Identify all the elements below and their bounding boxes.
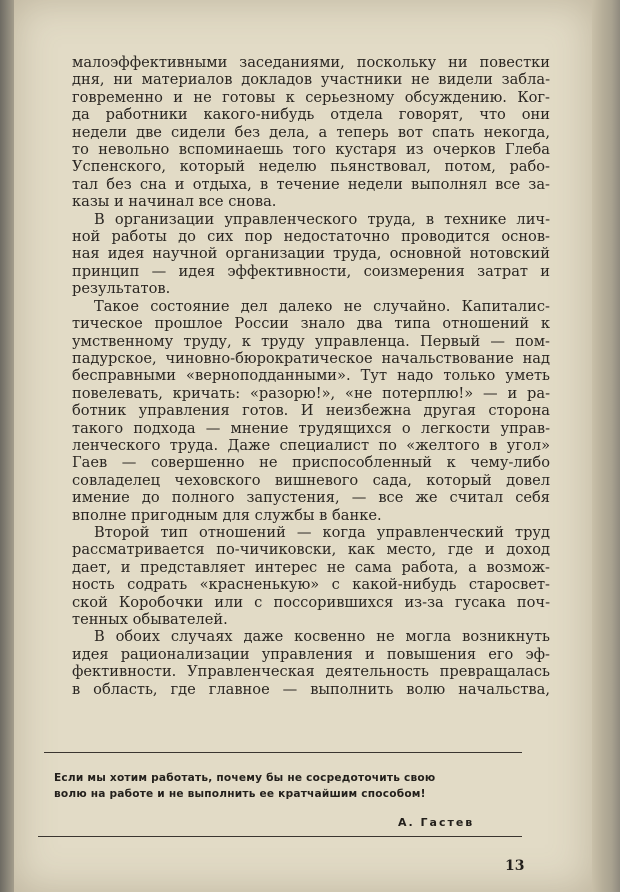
text-line: говременно и не готовы к серьезному обсуждению. Ког- — [72, 88, 550, 106]
text-line: ность содрать «красненькую» с какой-нибудь старосвет- — [72, 576, 550, 594]
text-line: бесправными «верноподданными». Тут надо только уметь — [72, 367, 550, 385]
text-line: то невольно вспоминаешь того кустаря из очерков Глеба — [72, 141, 550, 159]
text-line: умственному труду, к труду управленца. Первый — пом- — [72, 332, 550, 350]
text-line: ской Коробочки или с поссорившихся из-за гусака поч- — [72, 593, 550, 611]
quote-line: волю на работе и не выполнить ее кратчайшим способом! — [54, 788, 426, 800]
book-gutter — [0, 0, 14, 892]
text-line: казы и начинал все снова. — [72, 193, 277, 211]
text-line: такого подхода — мнение трудящихся о легкости управ- — [72, 419, 550, 437]
text-line: Такое состояние дел далеко не случайно. Капиталис- — [94, 297, 550, 315]
text-line: рассматривается по-чичиковски, как место, где и доход — [72, 541, 550, 559]
text-line: совладелец чеховского вишневого сада, который довел — [72, 471, 550, 489]
quote-top-rule — [44, 752, 522, 753]
text-line: фективности. Управленческая деятельность превращалась — [72, 663, 550, 681]
text-line: ная идея научной организации труда, основной нотовский — [72, 245, 550, 263]
text-line: тал без сна и отдыха, в течение недели выполнял все за- — [72, 175, 550, 193]
text-line: ленческого труда. Даже специалист по «желтого в угол» — [72, 436, 550, 454]
body-text — [72, 54, 550, 698]
text-line: тическое прошлое России знало два типа отношений к — [72, 315, 550, 333]
text-line: Успенского, который неделю пьянствовал, потом, рабо- — [72, 158, 550, 176]
text-line: в область, где главное — выполнить волю начальства, — [72, 680, 550, 698]
text-line: повелевать, кричать: «разорю!», «не потерплю!» — и ра- — [72, 384, 550, 402]
text-line: результатов. — [72, 280, 171, 298]
page-number: 13 — [505, 858, 525, 874]
text-line: ной работы до сих пор недостаточно проводится основ- — [72, 228, 550, 246]
quote-line: Если мы хотим работать, почему бы не сосредоточить свою — [54, 772, 436, 784]
text-line: имение до полного запустения, — все же считал себя — [72, 489, 550, 507]
text-line: В обоих случаях даже косвенно не могла возникнуть — [94, 628, 550, 646]
epigraph-quote — [54, 770, 494, 802]
quote-author: А. Гастев — [398, 816, 475, 829]
text-line: ботник управления готов. И неизбежна другая сторона — [72, 402, 550, 420]
text-line: дает, и представляет интерес не сама работа, а возмож- — [72, 558, 550, 576]
text-line: вполне пригодным для службы в банке. — [72, 506, 382, 524]
text-line: В организации управленческого труда, в технике лич- — [94, 210, 550, 228]
text-line: принцип — идея эффективности, соизмерения затрат и — [72, 262, 550, 280]
quote-bottom-rule — [38, 836, 522, 837]
text-line: Гаев — совершенно не приспособленный к чему-либо — [72, 454, 550, 472]
book-page — [14, 0, 592, 892]
text-line: недели две сидели без дела, а теперь вот спать некогда, — [72, 123, 550, 141]
text-line: падурское, чиновно-бюрократическое начальствование над — [72, 349, 550, 367]
text-line: дня, ни материалов докладов участники не видели забла- — [72, 71, 550, 89]
text-line: малоэффективными заседаниями, поскольку ни повестки — [72, 54, 550, 71]
text-line: идея рационализации управления и повышения его эф- — [72, 645, 550, 663]
text-line: Второй тип отношений — когда управленческий труд — [94, 523, 550, 541]
page-edge — [592, 0, 620, 892]
text-line: да работники какого-нибудь отдела говорят, что они — [72, 106, 550, 124]
text-line: тенных обывателей. — [72, 611, 228, 628]
